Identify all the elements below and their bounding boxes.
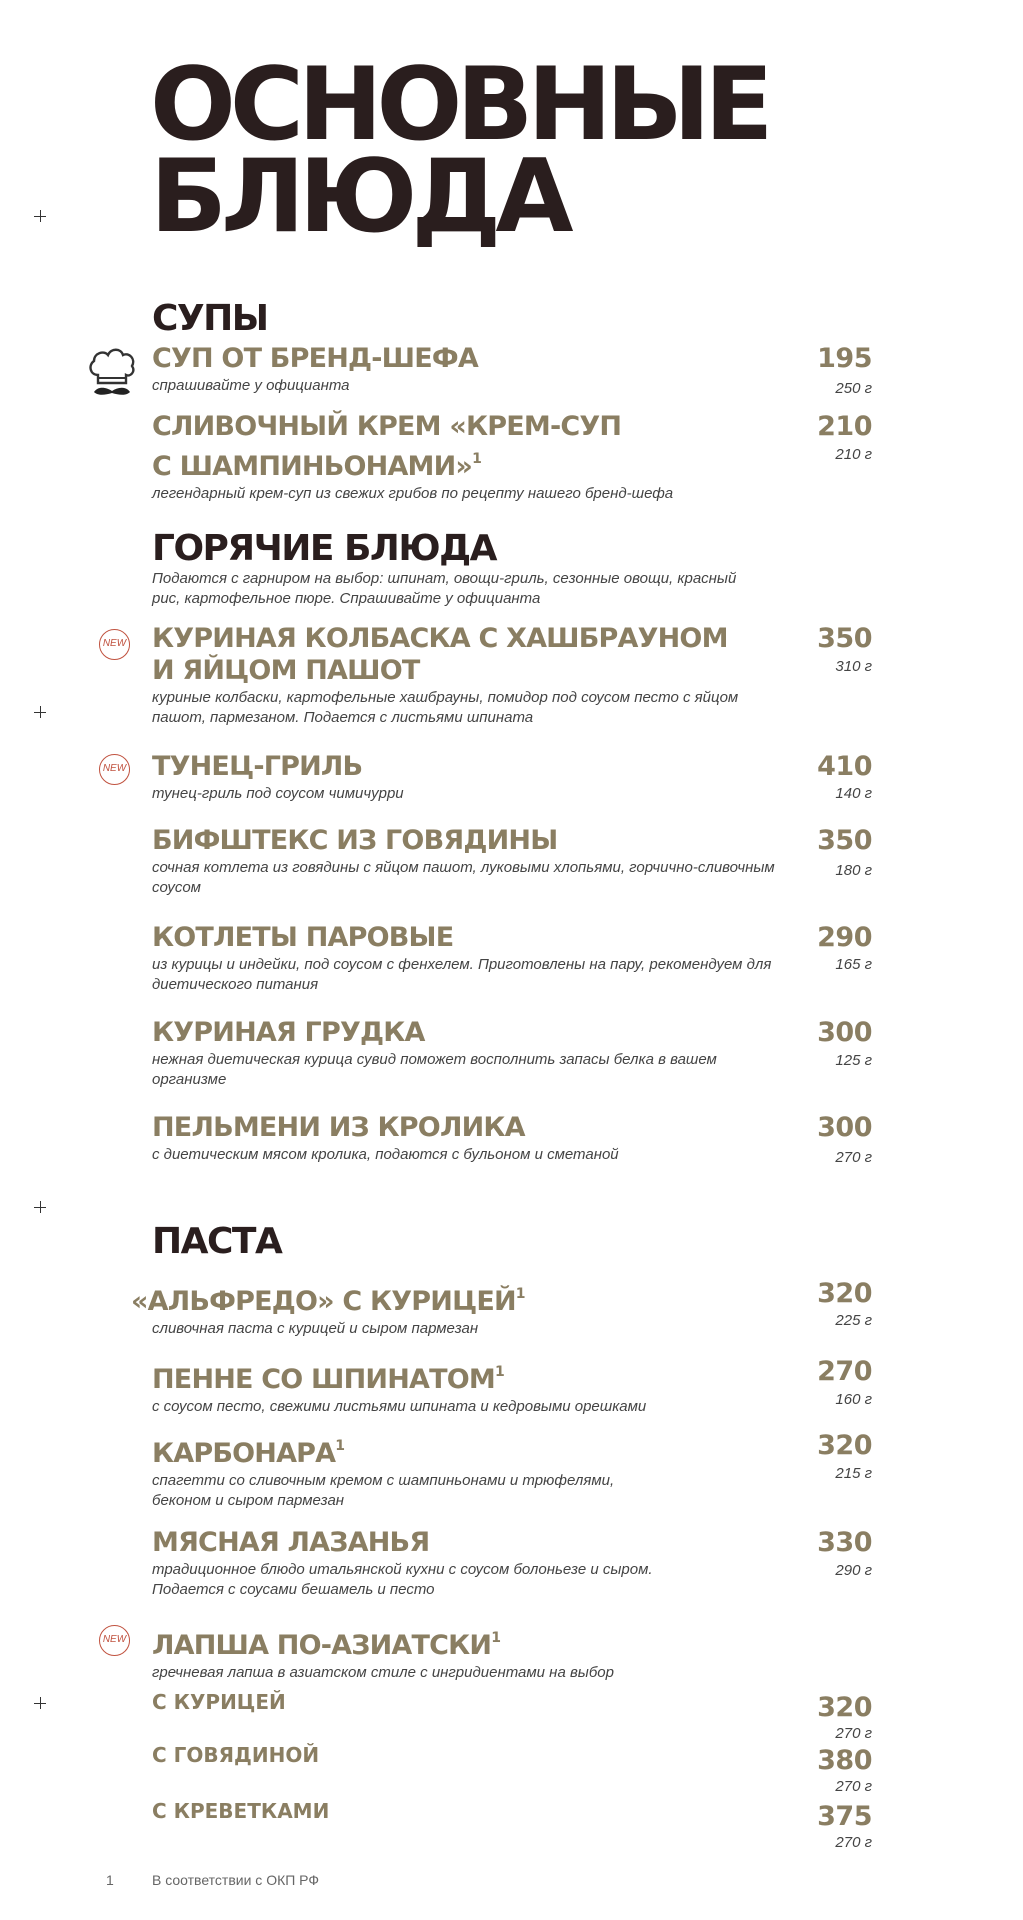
menu-item [152,623,872,728]
crop-mark [34,1201,46,1213]
item-price: 300 [817,1112,872,1143]
variant-price: 320 [817,1692,872,1723]
variant-name: С КУРИЦЕЙ [152,1690,286,1714]
section-heading-soups: СУПЫ [152,298,268,339]
menu-item [152,1430,872,1511]
item-description: традиционное блюдо итальянской кухни с соусом болоньезе и сыром. Подается с соусами бешамель и песто [152,1561,653,1598]
item-weight: 165 г [835,956,872,973]
item-description: тунец-гриль под соусом чимичурри [152,785,404,802]
menu-item [152,343,872,396]
item-description: куриные колбаски, картофельные хашбрауны, помидор под соусом песто с яйцом пашот, пармезаном. Подается с листьями шпината [152,689,739,726]
item-weight: 250 г [835,380,872,397]
item-name: СУП ОТ БРЕНД-ШЕФА [152,343,478,374]
menu-item [152,1017,872,1090]
variant-row [152,1690,872,1742]
item-weight: 310 г [835,658,872,675]
page-title [150,45,768,255]
item-name: ПЕЛЬМЕНИ ИЗ КРОЛИКА [152,1112,525,1143]
variant-row [152,1743,872,1795]
item-description: сливочная паста с курицей и сыром пармезан [152,1320,479,1337]
new-badge: NEW [99,1625,130,1656]
item-price: 320 [817,1278,872,1309]
item-price: 350 [817,623,872,654]
menu-item [152,825,872,898]
item-price: 210 [817,411,872,442]
item-price: 320 [817,1430,872,1461]
page-title-line2: БЛЮДА [150,137,568,255]
item-name: СЛИВОЧНЫЙ КРЕМ «КРЕМ-СУП [152,411,622,442]
section-heading-hot: ГОРЯЧИЕ БЛЮДА [152,528,497,569]
variant-weight: 270 г [835,1834,872,1851]
item-name: КУРИНАЯ ГРУДКА [152,1017,425,1048]
item-description: с диетическим мясом кролика, подаются с бульоном и сметаной [152,1146,619,1163]
item-name-line2: И ЯЙЦОМ ПАШОТ [152,655,420,686]
item-price: 195 [817,343,872,374]
menu-item [152,1622,872,1683]
crop-mark [34,706,46,718]
item-name: КОТЛЕТЫ ПАРОВЫЕ [152,922,454,953]
item-price: 300 [817,1017,872,1048]
menu-item [131,1278,872,1339]
new-badge: NEW [99,754,130,785]
item-price: 350 [817,825,872,856]
item-price: 410 [817,751,872,782]
footnote-number: 1 [106,1872,114,1888]
variant-name: С ГОВЯДИНОЙ [152,1743,320,1767]
item-weight: 290 г [835,1562,872,1579]
menu-item [152,1112,872,1165]
item-price: 270 [817,1356,872,1387]
footnote-marker: 1 [515,1286,526,1302]
item-name: ТУНЕЦ-ГРИЛЬ [152,751,363,782]
variant-weight: 270 г [835,1778,872,1795]
item-weight: 180 г [835,862,872,879]
crop-mark [34,1697,46,1709]
item-weight: 160 г [835,1391,872,1408]
item-weight: 215 г [835,1465,872,1482]
item-description: нежная диетическая курица сувид поможет восполнить запасы белка в вашем организме [152,1051,717,1088]
item-description: гречневая лапша в азиатском стиле с ингридиентами на выбор [152,1664,614,1681]
item-price: 330 [817,1527,872,1558]
footnote-marker: 1 [335,1438,346,1454]
item-weight: 140 г [835,785,872,802]
item-description: спрашивайте у официанта [152,377,350,394]
page-title-line1: ОСНОВНЫЕ [150,45,768,163]
item-name: БИФШТЕКС ИЗ ГОВЯДИНЫ [152,825,558,856]
section-heading-pasta: ПАСТА [152,1221,282,1262]
new-badge: NEW [99,629,130,660]
item-name-line2: С ШАМПИНЬОНАМИ»$^1$ [152,451,482,482]
menu-item [152,1356,872,1417]
chef-hat-icon [86,345,138,401]
variant-weight: 270 г [835,1725,872,1742]
item-description: спагетти со сливочным кремом с шампиньонами и трюфелями, беконом и сыром пармезан [152,1472,615,1509]
menu-item [152,411,872,504]
item-price: 290 [817,922,872,953]
menu-item [152,1527,872,1600]
footnote-marker: 1 [491,1630,501,1646]
variant-price: 380 [817,1745,872,1776]
crop-mark [34,210,46,222]
footnote-text: В соответствии с ОКП РФ [152,1872,320,1888]
item-weight: 270 г [835,1149,872,1166]
variant-price: 375 [817,1801,872,1832]
item-description: из курицы и индейки, под соусом с фенхелем. Приготовлены на пару, рекомендуем для диетического питания [152,956,772,993]
item-name: ПЕННЕ СО ШПИНАТОМ$^1$ [152,1364,505,1395]
item-description: легендарный крем-суп из свежих грибов по рецепту нашего бренд-шефа [152,485,674,502]
item-name: «АЛЬФРЕДО» С КУРИЦЕЙ$^1$ [131,1286,526,1317]
item-name: МЯСНАЯ ЛАЗАНЬЯ [152,1527,430,1558]
section-note: Подаются с гарниром на выбор: шпинат, овощи-гриль, сезонные овощи, красный рис, картофельное пюре. Спрашивайте у официанта [152,570,737,607]
item-weight: 225 г [835,1312,872,1329]
variant-name: С КРЕВЕТКАМИ [152,1799,330,1823]
item-description: с соусом песто, свежими листьями шпината и кедровыми орешками [152,1398,647,1415]
item-name: КАРБОНАРА$^1$ [152,1438,346,1469]
item-name: ЛАПША ПО-АЗИАТСКИ$^1$ [152,1630,501,1661]
footnote-marker: 1 [494,1364,505,1380]
menu-item [152,922,872,995]
item-name: КУРИНАЯ КОЛБАСКА С ХАШБРАУНОМ [152,623,728,654]
item-weight: 125 г [835,1052,872,1069]
item-description: сочная котлета из говядины с яйцом пашот, луковыми хлопьями, горчично-сливочным соусом [152,859,775,896]
variant-row [152,1799,872,1851]
item-weight: 210 г [835,446,872,463]
menu-item [152,751,872,804]
footnote-marker: 1 [472,451,482,467]
